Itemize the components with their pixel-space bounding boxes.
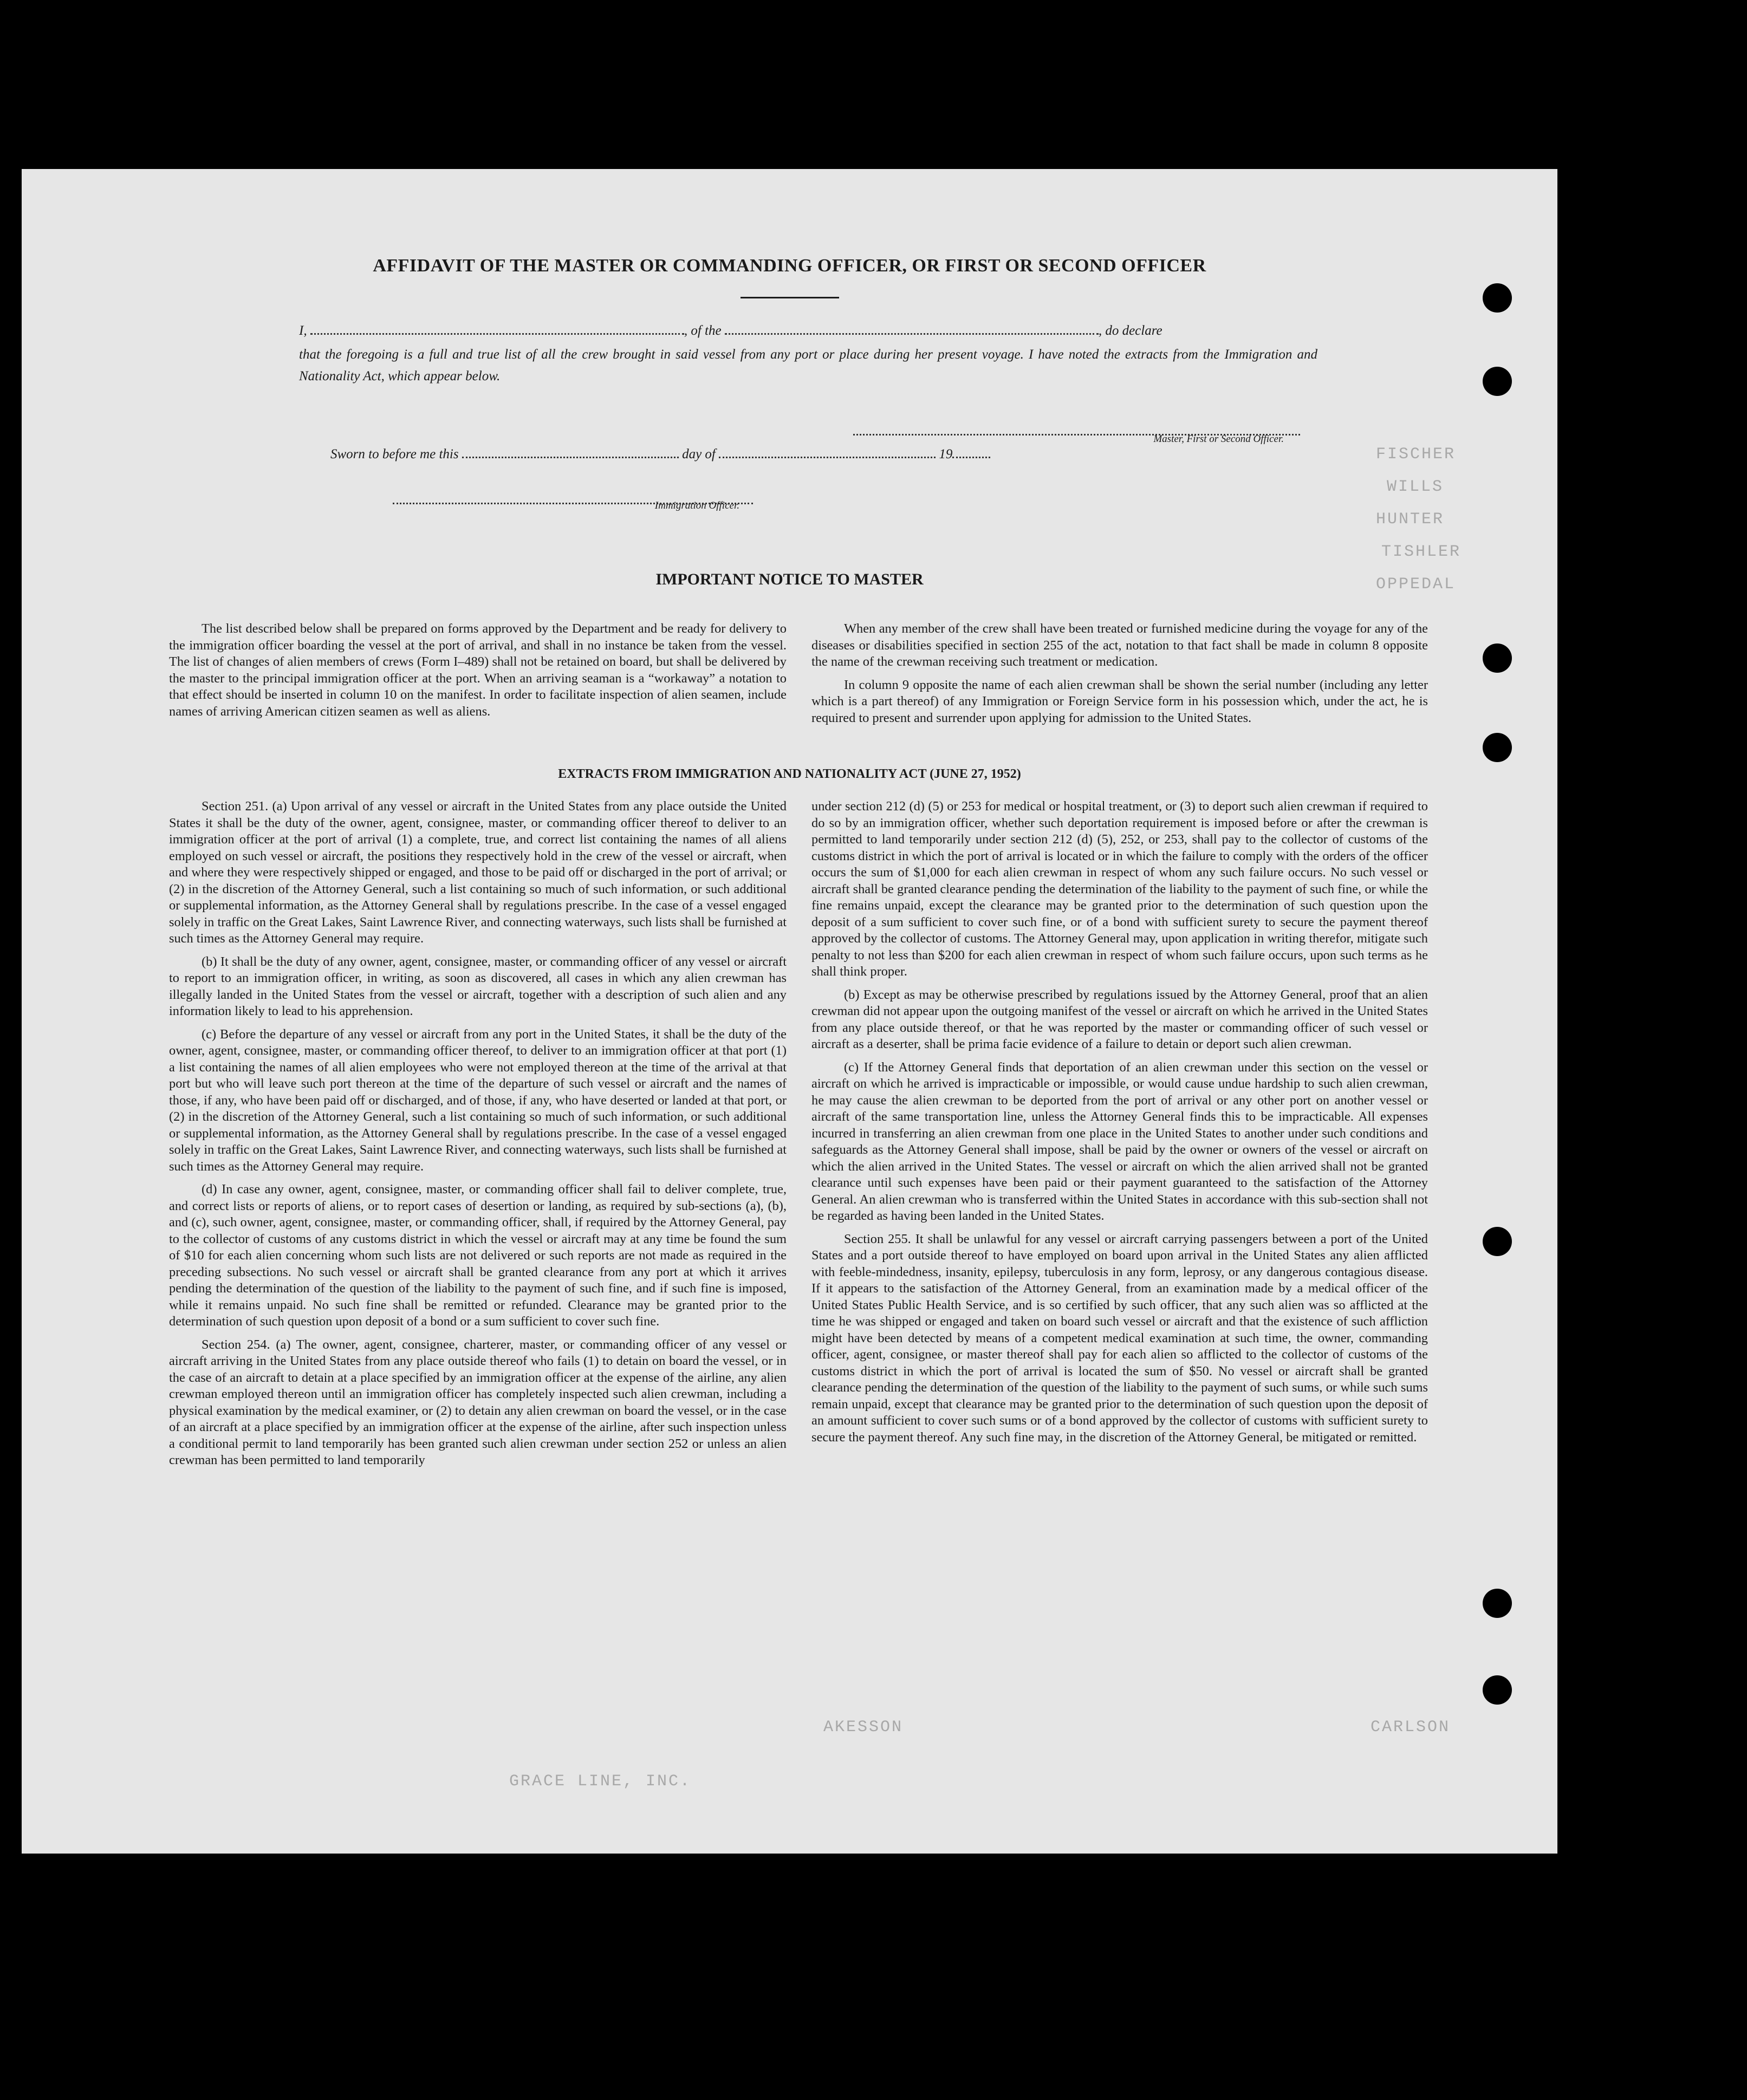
show-through-text: FISCHER: [1376, 445, 1456, 464]
section-251-b: (b) It shall be the duty of any owner, agent, consignee, master, or commanding officer of any vessel or aircraft to report to an immigration officer, in writing, as soon as discovered, all cases in which any alien crewman has illegally landed in the United States from the vessel or aircraft, together with a description of such alien and any information likely to lead to his apprehension.: [169, 954, 787, 1018]
declaration-of-the: , of the: [684, 323, 722, 338]
title-rule: [741, 297, 839, 298]
master-signature-label: Master, First or Second Officer.: [1153, 433, 1284, 445]
show-through-text: CARLSON: [1371, 1718, 1451, 1737]
notice-left-paragraph: The list described below shall be prepared on forms approved by the Department and be ready for delivery to the immigration officer boarding the vessel at the port of arrival, and shall in no instance be taken from the vessel. The list of changes of alien members of crews (Form I–489) shall not be retained on board, but shall be delivered by the master to the principal immigration officer at the port. When an arriving seaman is a “workaway” a notation to that effect should be inserted in column 10 on the manifest. In order to facilitate inspection of alien seamen, include names of arriving American citizen seamen as well as aliens.: [169, 621, 787, 719]
declaration-text: that the foregoing is a full and true list of all the crew brought in said vessel from any port or place during her present voyage. I have noted the extracts from the Immigration and Nationality Act, which appear below.: [299, 347, 1317, 383]
sworn-year: 19: [939, 447, 953, 461]
vessel-blank[interactable]: [725, 323, 1099, 335]
notice-right-column: [811, 621, 1428, 726]
sworn-day-blank[interactable]: [462, 447, 679, 458]
notice-left-column: [169, 621, 787, 720]
section-254-a: Section 254. (a) The owner, agent, consignee, charterer, master, or commanding officer of any vessel or aircraft arriving in the United States from any place outside thereof who fails (1) to detain on board the vessel, or in the case of an aircraft to detain at a place specified by an immigration officer at the expense of the airline, any alien crewman employed thereon until an immigration officer has completely inspected such alien crewman, including a physical examination by the medical examiner, or (2) to detain any alien crewman on board the vessel, or in the case of an aircraft at a place specified by an immigration officer at the expense of the airline, after such inspection unless a conditional permit to land temporarily has been granted such alien crewman under section 252 or unless an alien crewman has been permitted to land temporarily: [169, 1337, 787, 1467]
extracts-left-column: [169, 798, 787, 1469]
declaration-do-declare: , do declare: [1098, 323, 1162, 338]
declaration-i: I,: [299, 323, 307, 338]
officer-signature-label: Immigration Officer.: [654, 500, 739, 511]
section-251-c: (c) Before the departure of any vessel or aircraft from any port in the United States, it shall be the duty of the owner, agent, consignee, master, or commanding officer thereof, to deliver to an immigration officer at that port (1) a list containing the names of all alien employees who were not employed thereon at the time of the arrival at that port but who will leave such port thereon at the time of the departure of such vessel or aircraft and the names of those, if any, who have been paid off or discharged, and of those, if any, who have deserted or landed at that port, or (2) in the discretion of the Attorney General, such a list containing so much of such information, or such additional or supplemental information, as the Attorney General shall by regulations prescribe. In the case of a vessel engaged solely in traffic on the Great Lakes, Saint Lawrence River, and connecting waterways, such lists shall be furnished at such times as the Attorney General may require.: [169, 1026, 787, 1174]
declaration-line: [299, 318, 1317, 344]
section-254-b: (b) Except as may be otherwise prescribed by regulations issued by the Attorney General, proof that an alien crewman did not appear upon the outgoing manifest of the vessel or aircraft on which he arrived in the United States from any place outside thereof, or that he was reported by the master or commanding officer of such vessel or aircraft as a deserter, shall be prima facie evidence of a failure to detain or deport such alien crewman.: [811, 987, 1428, 1051]
page-title: AFFIDAVIT OF THE MASTER OR COMMANDING OFFICER, OR FIRST OR SECOND OFFICER: [373, 256, 1206, 276]
notice-heading: IMPORTANT NOTICE TO MASTER: [655, 570, 924, 588]
show-through-text: TISHLER: [1381, 543, 1462, 561]
binder-hole: [1483, 283, 1512, 313]
show-through-text: AKESSON: [823, 1718, 904, 1737]
binder-hole: [1483, 367, 1512, 396]
section-254-c: (c) If the Attorney General finds that deportation of an alien crewman under this section on the vessel or aircraft on which he arrived is impracticable or impossible, or would cause undue hardship to such alien crewman, he may cause the alien crewman to be deported from the port of arrival or any other port on another vessel or aircraft of the same transportation line, unless the Attorney General finds this to be impracticable. All expenses incurred in transferring an alien crewman from one place in the United States to another under such conditions and safeguards as the Attorney General shall impose, shall be paid by the owner or owners of the vessel or aircraft on which the alien arrived in the United States. The vessel or aircraft on which the alien arrived shall not be granted clearance until such expenses have been paid or their payment guaranteed to the satisfaction of the Attorney General. An alien crewman who is transferred within the United States in accordance with this sub-section shall not be regarded as having been landed in the United States.: [811, 1059, 1428, 1223]
sworn-line: [330, 447, 990, 462]
show-through-text: GRACE LINE, INC.: [509, 1772, 692, 1791]
show-through-text: WILLS: [1387, 478, 1444, 496]
name-blank[interactable]: [310, 323, 684, 335]
section-255: Section 255. It shall be unlawful for any vessel or aircraft carrying passengers between a port of the United States and a port outside thereof to have employed on board upon arrival in the United States any alien afflicted with feeble-mindedness, insanity, epilepsy, tuberculosis in any form, leprosy, or any dangerous contagious disease. If it appears to the satisfaction of the Attorney General, from an examination made by a medical officer of the United States Public Health Service, and is so certified by such officer, that any such alien was so afflicted at the time he was shipped or engaged and taken on board such vessel or aircraft and that the existence of such affliction might have been detected by means of a competent medical examination at such time, the owner, commanding officer, agent, consignee, or master thereof shall pay for each alien so afflicted to the collector of customs of the customs district in which the port of arrival is located the sum of $50. No vessel or aircraft shall be granted clearance pending the determination of the question of the liability to the payment of such sums, or while such sums remain unpaid, except that clearance may be granted prior to the determination of such question upon the deposit of an amount sufficient to cover such sums or of a bond approved by the collector of customs with sufficient surety to secure the payment thereof. Any such fine may, in the discretion of the Attorney General, be mitigated or remitted.: [811, 1231, 1428, 1445]
binder-hole: [1483, 1675, 1512, 1705]
section-251-a: Section 251. (a) Upon arrival of any vessel or aircraft in the United States from any place outside the United States it shall be the duty of the owner, agent, consignee, master, or commanding officer thereof to deliver to an immigration officer at the port of arrival (1) a complete, true, and correct list containing the names of all aliens employed on such vessel or aircraft, the positions they respectively hold in the crew of the vessel or aircraft, when and where they were respectively shipped or engaged, and those to be paid off or discharged in the port of arrival; or (2) in the discretion of the Attorney General, such a list containing so much of such information, or such additional or supplemental information, as the Attorney General shall by regulations prescribe. In the case of a vessel engaged solely in traffic on the Great Lakes, Saint Lawrence River, and connecting waterways, such lists shall be furnished at such times as the Attorney General may require.: [169, 799, 787, 946]
section-251-d: (d) In case any owner, agent, consignee, master, or commanding officer shall fail to deliver complete, true, and correct lists or reports of aliens, or to report cases of desertion or landing, as required by sub-sections (a), (b), and (c), such owner, agent, consignee, master, or commanding officer, shall, if required by the Attorney General, pay to the collector of customs of any customs district in which the vessel or aircraft may at any time be found the sum of $10 for each alien concerning whom such lists are not delivered or such reports are not made as required in the preceding subsections. No such vessel or aircraft shall be granted clearance from any port at which it arrives pending the determination of the question of the liability to the payment of such fine, and if such fine is imposed, while it remains unpaid. No such fine shall be remitted or refunded. Clearance may be granted prior to the determination of such question upon deposit of a bond or a sum sufficient to cover such fine.: [169, 1182, 787, 1329]
notice-right-paragraph: In column 9 opposite the name of each alien crewman shall be shown the serial number (including any letter which is a part thereof) of any Immigration or Foreign Service form in his possession which, under the act, he is required to present and surrender upon applying for admission to the United States.: [811, 677, 1428, 725]
document-page: [22, 169, 1557, 1854]
extracts-right-column: [811, 798, 1428, 1446]
show-through-text: OPPEDAL: [1376, 575, 1456, 594]
notice-right-paragraph: When any member of the crew shall have been treated or furnished medicine during the voyage for any of the diseases or disabilities specified in section 255 of the act, notation to that fact shall be made in column 8 opposite the name of the crewman receiving such treatment or medication.: [811, 621, 1428, 669]
sworn-day-of: day of: [682, 447, 716, 461]
binder-hole: [1483, 643, 1512, 673]
sworn-year-blank[interactable]: [952, 447, 990, 458]
binder-hole: [1483, 733, 1512, 762]
show-through-text: HUNTER: [1376, 510, 1445, 529]
section-254-a-continued: under section 212 (d) (5) or 253 for medical or hospital treatment, or (3) to deport such alien crewman if required to do so by an immigration officer, whether such deportation requirement is imposed before or after the crewman is permitted to land temporarily under section 212 (d) (5), 252, or 253, shall pay to the collector of customs of the customs district in which the port of arrival is located or in which the failure to comply with the orders of the officer occurs the sum of $1,000 for each alien crewman in respect of whom any such failure occurs. No such vessel or aircraft shall be granted clearance pending the determination of the liability to the payment of such fine, or while the fine remains unpaid, except the clearance may be granted prior to the determination of such question upon the deposit of a sum sufficient to cover such fine, or of a bond with sufficient surety to secure the payment thereof approved by the collector of customs. The Attorney General may, upon application in writing therefor, mitigate such penalty to not less than $200 for each alien crewman in respect of whom such failure occurs, upon such terms as he shall think proper.: [811, 799, 1428, 979]
sworn-month-blank[interactable]: [719, 447, 936, 458]
binder-hole: [1483, 1227, 1512, 1256]
sworn-prefix: Sworn to before me this: [330, 447, 459, 461]
binder-hole: [1483, 1589, 1512, 1618]
extracts-heading: EXTRACTS FROM IMMIGRATION AND NATIONALITY ACT (JUNE 27, 1952): [558, 767, 1021, 781]
